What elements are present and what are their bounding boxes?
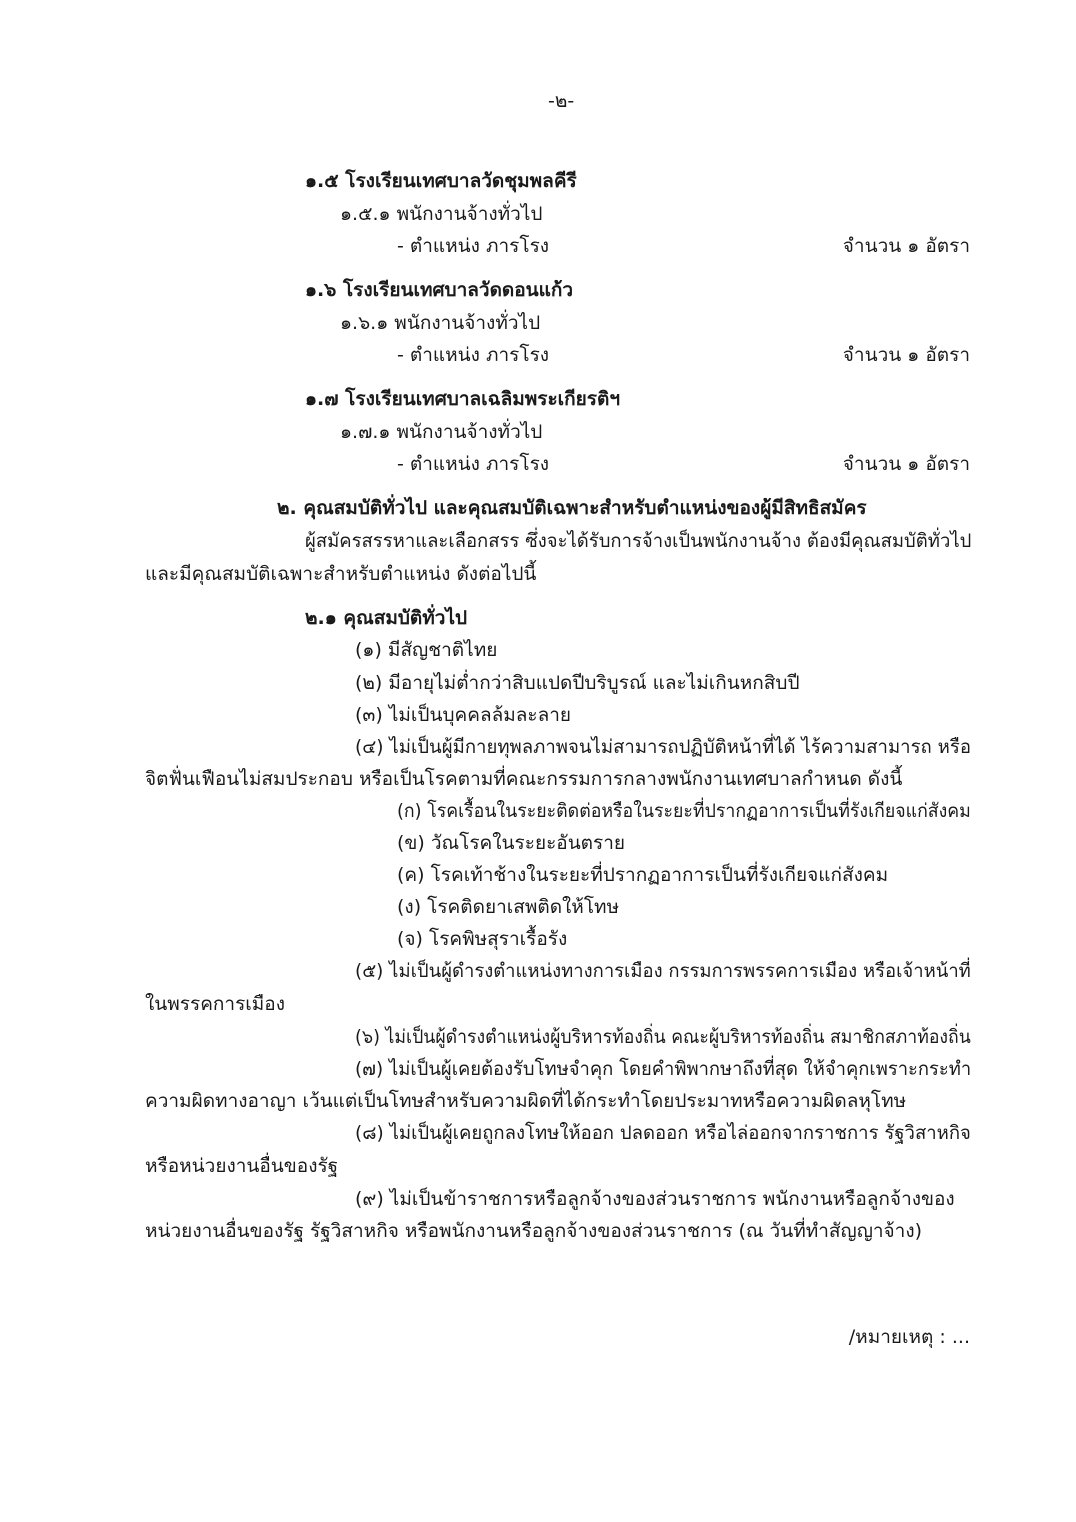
section-heading: ๑.๗ โรงเรียนเทศบาลเฉลิมพระเกียรติฯ (305, 388, 621, 410)
disease-item: (ค) โรคเท้าช้างในระยะที่ปรากฏอาการเป็นที่รังเกียจแก่สังคม (397, 864, 889, 886)
disease-item: (ง) โรคติดยาเสพติดให้โทษ (397, 896, 620, 918)
qualification-item-continued: ในพรรคการเมือง (145, 993, 285, 1015)
qualification-item: (๒) มีอายุไม่ต่ำกว่าสิบแปดปีบริบูรณ์ และไม่เกินหกสิบปี (355, 672, 800, 694)
section-subheading: ๑.๖.๑ พนักงานจ้างทั่วไป (340, 312, 541, 334)
section-subheading: ๑.๗.๑ พนักงานจ้างทั่วไป (340, 421, 543, 443)
disease-item: (ก) โรคเรื้อนในระยะติดต่อหรือในระยะที่ปรากฏอาการเป็นที่รังเกียจแก่สังคม (397, 800, 971, 822)
qualification-item-continued: หรือหน่วยงานอื่นของรัฐ (145, 1155, 339, 1177)
qualification-item: (๑) มีสัญชาติไทย (355, 639, 498, 661)
section2-1-heading: ๒.๑ คุณสมบัติทั่วไป (305, 607, 468, 629)
qualification-item: (๘) ไม่เป็นผู้เคยถูกลงโทษให้ออก ปลดออก หรือไล่ออกจากราชการ รัฐวิสาหกิจ (355, 1122, 971, 1144)
qualification-item: (๙) ไม่เป็นข้าราชการหรือลูกจ้างของส่วนราชการ พนักงานหรือลูกจ้างของ (355, 1188, 955, 1210)
page-number: -๒- (548, 90, 575, 112)
section-subheading: ๑.๕.๑ พนักงานจ้างทั่วไป (340, 203, 543, 225)
position-line: - ตำแหน่ง ภารโรง (397, 344, 550, 366)
qualification-item-continued: ความผิดทางอาญา เว้นแต่เป็นโทษสำหรับความผิดที่ได้กระทำโดยประมาทหรือความผิดลหุโทษ (145, 1090, 907, 1112)
disease-item: (จ) โรคพิษสุราเรื้อรัง (397, 928, 568, 950)
position-line: - ตำแหน่ง ภารโรง (397, 235, 550, 257)
qualification-item-continued: จิตฟั่นเฟือนไม่สมประกอบ หรือเป็นโรคตามที่คณะกรรมการกลางพนักงานเทศบาลกำหนด ดังนี้ (145, 768, 903, 790)
qualification-item: (๔) ไม่เป็นผู้มีกายทุพลภาพจนไม่สามารถปฏิบัติหน้าที่ได้ ไร้ความสามารถ หรือ (355, 736, 972, 758)
position-count: จำนวน ๑ อัตรา (842, 344, 970, 366)
section-heading: ๑.๕ โรงเรียนเทศบาลวัดชุมพลคีรี (305, 170, 577, 192)
section2-intro-line1: ผู้สมัครสรรหาและเลือกสรร ซึ่งจะได้รับการจ้างเป็นพนักงานจ้าง ต้องมีคุณสมบัติทั่วไป (305, 530, 972, 552)
qualification-item: (๖) ไม่เป็นผู้ดำรงตำแหน่งผู้บริหารท้องถิ่น คณะผู้บริหารท้องถิ่น สมาชิกสภาท้องถิ่น (355, 1026, 971, 1048)
section-heading: ๑.๖ โรงเรียนเทศบาลวัดดอนแก้ว (305, 279, 574, 301)
qualification-item-continued: หน่วยงานอื่นของรัฐ รัฐวิสาหกิจ หรือพนักงานหรือลูกจ้างของส่วนราชการ (ณ วันที่ทำสัญญาจ้าง) (145, 1220, 923, 1242)
qualification-item: (๗) ไม่เป็นผู้เคยต้องรับโทษจำคุก โดยคำพิพากษาถึงที่สุด ให้จำคุกเพราะกระทำ (355, 1058, 972, 1080)
section2-heading: ๒. คุณสมบัติทั่วไป และคุณสมบัติเฉพาะสำหรับตำแหน่งของผู้มีสิทธิสมัคร (277, 497, 867, 519)
footer-note: /หมายเหตุ : ... (848, 1326, 970, 1348)
qualification-item: (๕) ไม่เป็นผู้ดำรงตำแหน่งทางการเมือง กรรมการพรรคการเมือง หรือเจ้าหน้าที่ (355, 960, 971, 982)
position-count: จำนวน ๑ อัตรา (842, 235, 970, 257)
disease-item: (ข) วัณโรคในระยะอันตราย (397, 832, 626, 854)
position-line: - ตำแหน่ง ภารโรง (397, 453, 550, 475)
section2-intro-line2: และมีคุณสมบัติเฉพาะสำหรับตำแหน่ง ดังต่อไปนี้ (145, 563, 537, 585)
position-count: จำนวน ๑ อัตรา (842, 453, 970, 475)
qualification-item: (๓) ไม่เป็นบุคคลล้มละลาย (355, 704, 572, 726)
